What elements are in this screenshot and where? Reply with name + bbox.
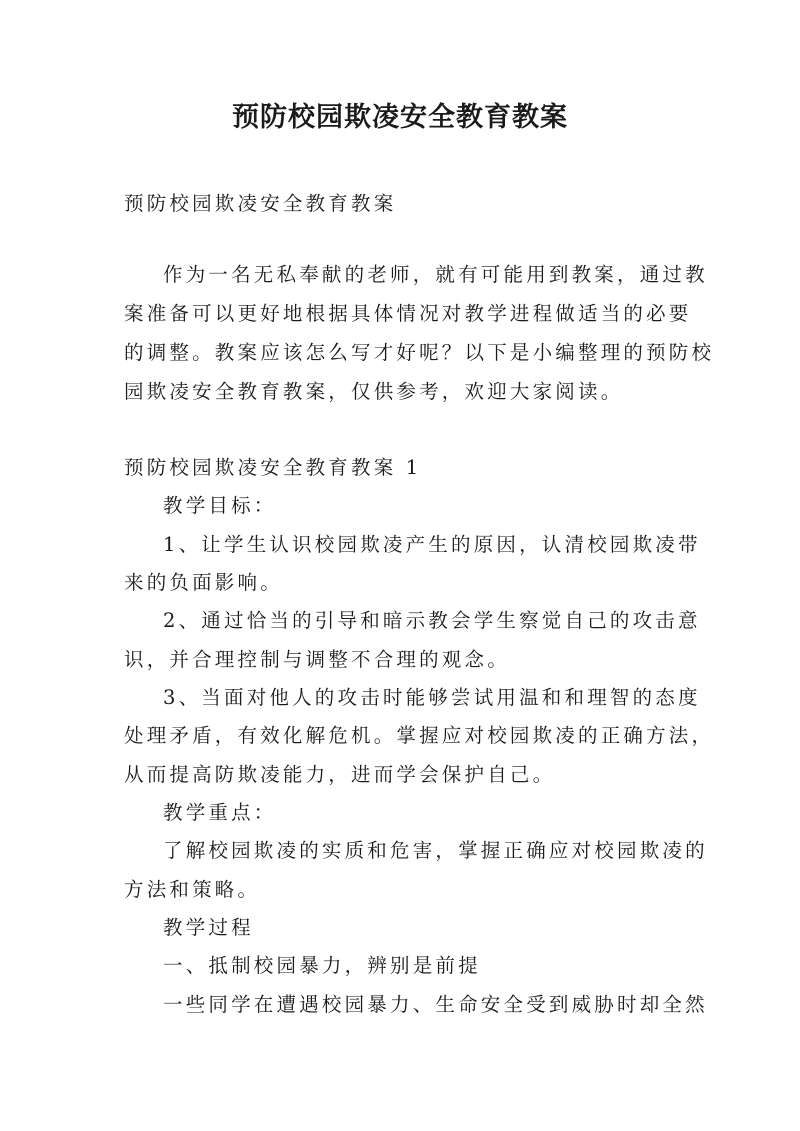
body-line: 2、通过恰当的引导和暗示教会学生察觉自己的攻击意 <box>163 609 701 632</box>
body-line: 3、当面对他人的攻击时能够尝试用温和和理智的态度 <box>163 686 701 709</box>
body-line: 一些同学在遭遇校园暴力、生命安全受到威胁时却全然 <box>163 993 708 1016</box>
intro-line: 案准备可以更好地根据具体情况对教学进程做适当的必要 <box>124 302 692 325</box>
body-line: 处理矛盾，有效化解危机。掌握应对校园欺凌的正确方法， <box>124 724 715 747</box>
subtitle-line: 预防校园欺凌安全教育教案 <box>124 192 397 215</box>
intro-line: 园欺凌安全教育教案，仅供参考，欢迎大家阅读。 <box>124 380 624 403</box>
body-line: 识，并合理控制与调整不合理的观念。 <box>124 648 510 671</box>
intro-line: 作为一名无私奉献的老师，就有可能用到教案，通过教 <box>163 263 708 286</box>
body-line: 1、让学生认识校园欺凌产生的原因，认清校园欺凌带 <box>163 533 701 556</box>
body-line: 了解校园欺凌的实质和危害，掌握正确应对校园欺凌的 <box>163 839 708 862</box>
body-line: 方法和策略。 <box>124 878 261 901</box>
document-title: 预防校园欺凌安全教育教案 <box>232 102 568 133</box>
body-line: 教学目标： <box>163 494 277 517</box>
body-line: 教学过程 <box>163 916 254 939</box>
section-heading: 预防校园欺凌安全教育教案 1 <box>124 456 422 479</box>
body-line: 教学重点： <box>163 801 277 824</box>
body-line: 一、抵制校园暴力，辨别是前提 <box>163 954 481 977</box>
body-line: 来的负面影响。 <box>124 571 283 594</box>
intro-line: 的调整。教案应该怎么写才好呢？以下是小编整理的预防校 <box>124 341 715 364</box>
body-line: 从而提高防欺凌能力，进而学会保护自己。 <box>124 763 556 786</box>
